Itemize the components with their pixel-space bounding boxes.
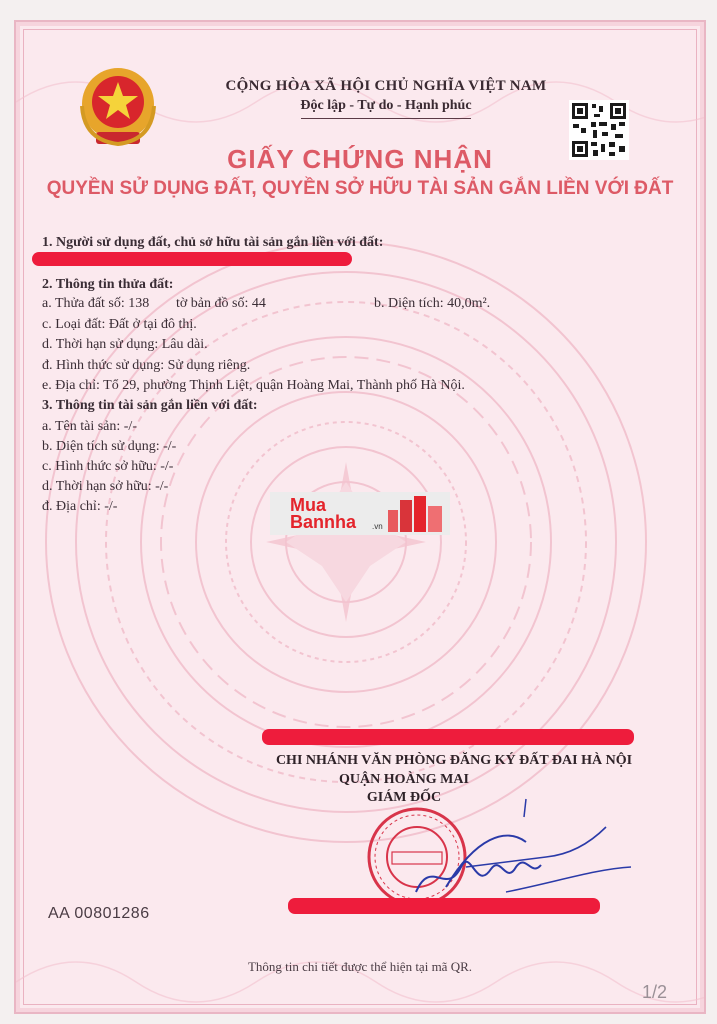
certificate-sheet [14, 20, 706, 1014]
usage-duration: d. Thời hạn sử dụng: Lâu dài. [42, 337, 208, 352]
parcel-address: e. Địa chỉ: Tổ 29, phường Thịnh Liệt, quận Hoàng Mai, Thành phố Hà Nội. [42, 378, 465, 393]
signer-role: GIÁM ĐỐC [366, 790, 442, 805]
office-name-line1: CHI NHÁNH VĂN PHÒNG ĐĂNG KÝ ĐẤT ĐAI HÀ NỘI [275, 753, 633, 768]
asset-used-area: b. Diện tích sử dụng: -/- [42, 439, 177, 454]
page-number: 1/2 [642, 982, 668, 1002]
asset-address: đ. Địa chỉ: -/- [42, 499, 118, 514]
asset-ownership-form: c. Hình thức sở hữu: -/- [42, 459, 174, 474]
redaction-signer-name [288, 898, 600, 914]
watermark-line1: Mua [290, 495, 326, 515]
serial-number: AA 00801286 [48, 905, 150, 922]
motto-underline [301, 118, 471, 119]
section-1-heading: 1. Người sử dụng đất, chủ sở hữu tài sản gắn liền với đất: [42, 235, 384, 250]
section-3-heading: 3. Thông tin tài sản gắn liền với đất: [42, 398, 258, 413]
land-type: c. Loại đất: Đất ở tại đô thị. [42, 317, 197, 332]
watermark-logo [270, 492, 450, 535]
certificate-subtitle: QUYỀN SỬ DỤNG ĐẤT, QUYỀN SỞ HỮU TÀI SẢN GẮN LIỀN VỚI ĐẤT [46, 178, 674, 199]
nation-title: CỘNG HÒA XÃ HỘI CHỦ NGHĨA VIỆT NAM [225, 78, 547, 94]
parcel-number: a. Thửa đất số: 138 [42, 296, 150, 311]
certificate-title: GIẤY CHỨNG NHẬN [227, 144, 493, 174]
building-icon [388, 496, 444, 532]
asset-name: a. Tên tài sản: -/- [42, 419, 137, 434]
qr-footnote: Thông tin chi tiết được thể hiện tại mã QR. [247, 959, 473, 974]
parcel-area: b. Diện tích: 40,0m². [374, 296, 491, 311]
redaction-date [262, 729, 634, 745]
redaction-owner [32, 252, 352, 266]
map-sheet-number: tờ bản đồ số: 44 [176, 296, 266, 311]
nation-motto: Độc lập - Tự do - Hạnh phúc [300, 98, 472, 113]
watermark-suffix: .vn [372, 522, 383, 531]
section-2-heading: 2. Thông tin thửa đất: [42, 277, 174, 292]
national-emblem-icon [74, 62, 162, 152]
usage-form: đ. Hình thức sử dụng: Sử dụng riêng. [42, 358, 251, 373]
asset-ownership-duration: d. Thời hạn sở hữu: -/- [42, 479, 169, 494]
office-name-line2: QUẬN HOÀNG MAI [339, 772, 469, 787]
watermark-line2: Bannha [290, 512, 357, 532]
